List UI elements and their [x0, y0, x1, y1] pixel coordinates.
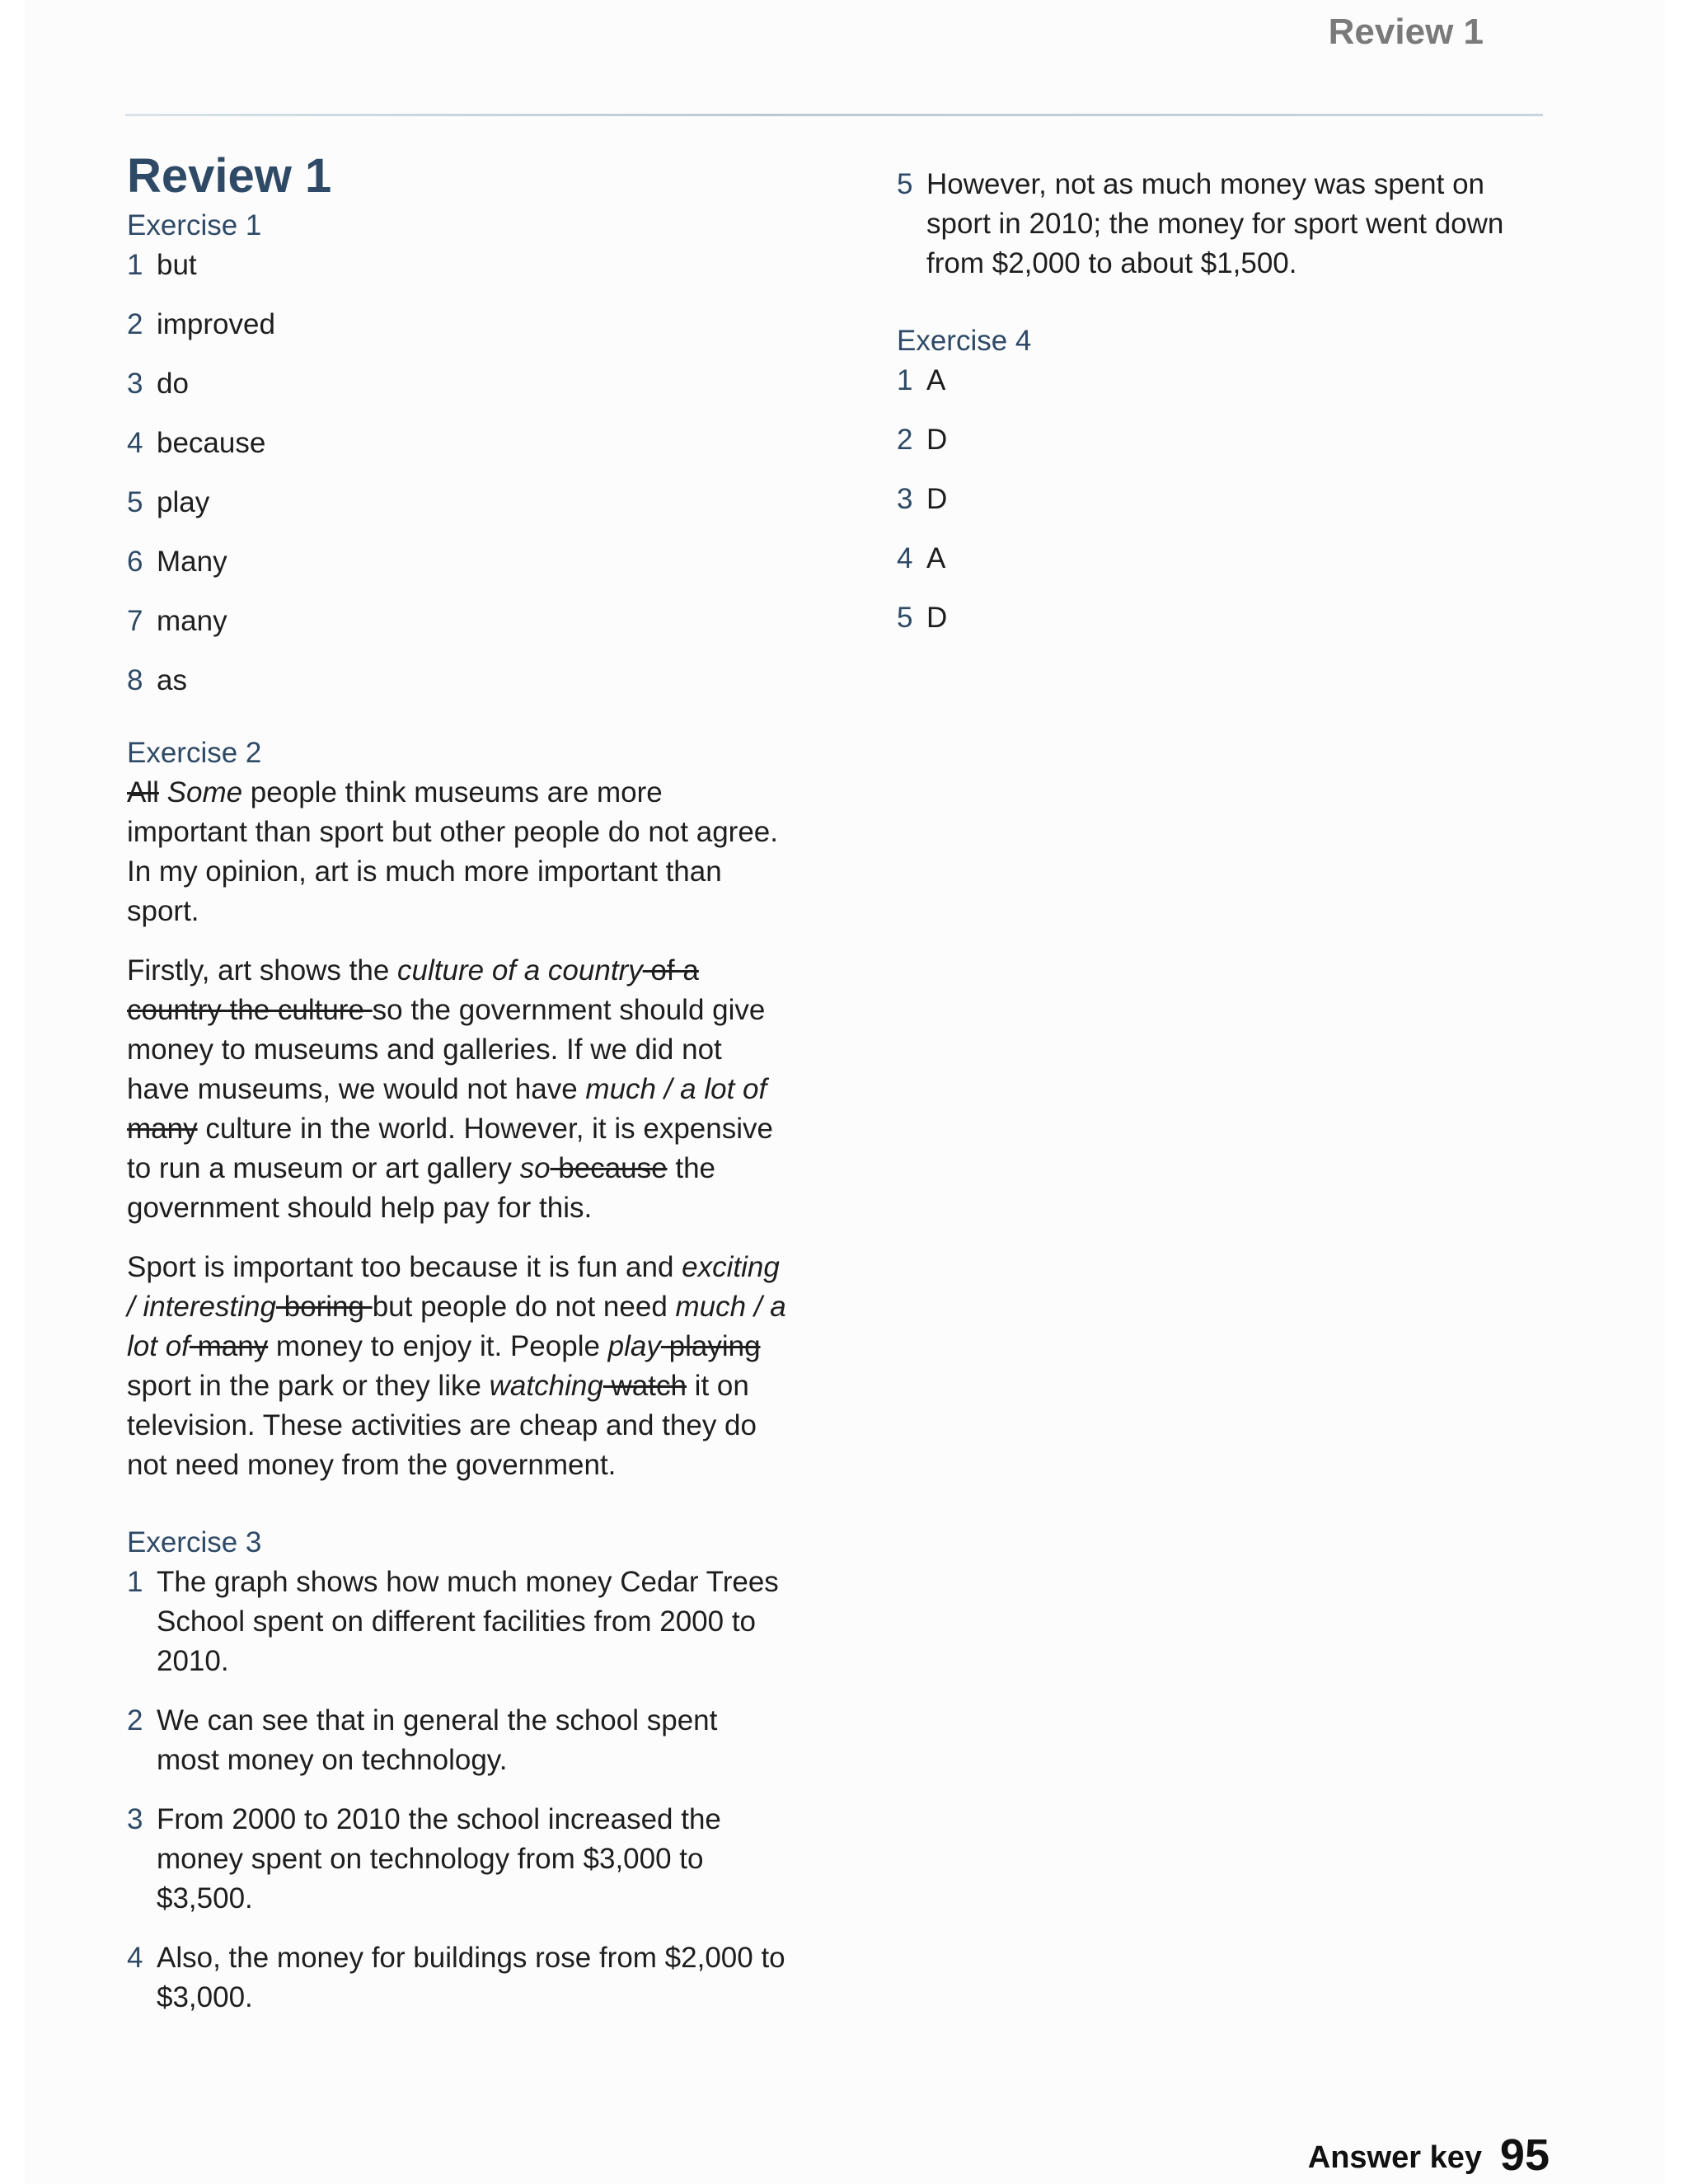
- item-answer: D: [926, 424, 948, 456]
- footer-section-label: Answer key: [1307, 2140, 1482, 2175]
- item-text: Also, the money for buildings rose from $2,000 to $3,000.: [157, 1942, 785, 2013]
- item-answer: D: [926, 602, 948, 634]
- struck-word: playing: [660, 1330, 761, 1362]
- item-text: From 2000 to 2010 the school increased the money spent on technology from $3,000 to $3,500.: [157, 1803, 721, 1915]
- item-number: 2: [897, 424, 913, 456]
- page-number: 95: [1499, 2130, 1550, 2180]
- header-rule: [125, 114, 1543, 116]
- struck-word: watch: [603, 1370, 687, 1402]
- right-column: [897, 165, 1556, 658]
- item-text: However, not as much money was spent on sport in 2010; the money for sport went down from $2,000 to about $1,500.: [926, 168, 1504, 279]
- paragraph-text: the government should help pay for this.: [127, 1152, 716, 1224]
- list-item: [127, 542, 786, 582]
- exercise-3: [127, 1523, 786, 2018]
- item-number: 5: [897, 602, 913, 634]
- item-answer: because: [157, 427, 266, 459]
- paragraph-text: Sport is important too because it is fun and: [127, 1251, 682, 1283]
- list-item: [897, 539, 1556, 579]
- paragraph-text: but people do not need: [372, 1291, 676, 1323]
- section-title: Review 1: [127, 149, 332, 203]
- exercise-1-heading: Exercise 1: [127, 209, 262, 241]
- item-number: 1: [897, 364, 913, 396]
- correction: watching: [489, 1370, 603, 1402]
- item-text: We can see that in general the school spent most money on technology.: [157, 1704, 718, 1776]
- running-head: Review 1: [1328, 12, 1484, 52]
- paragraph-text: Firstly, art shows the: [127, 954, 398, 987]
- item-answer: improved: [157, 308, 275, 340]
- list-item: [127, 1563, 786, 1681]
- item-number: 6: [127, 546, 143, 578]
- item-number: 2: [127, 308, 143, 340]
- correction: much / a lot of: [585, 1073, 767, 1105]
- correction: so: [519, 1152, 551, 1184]
- exercise-4: [897, 321, 1556, 638]
- item-answer: many: [157, 605, 227, 637]
- paragraph-2: [127, 951, 786, 1228]
- list-item: [127, 602, 786, 641]
- paragraph-3: [127, 1248, 786, 1485]
- item-number: 4: [897, 542, 913, 574]
- correction: play: [607, 1330, 661, 1362]
- item-answer: A: [926, 542, 946, 574]
- list-item: [127, 305, 786, 344]
- correction: Some: [166, 776, 243, 808]
- item-text: The graph shows how much money Cedar Trees School spent on different facilities from 2000 to 2010.: [157, 1566, 779, 1677]
- item-answer: as: [157, 664, 187, 696]
- list-item: [897, 361, 1556, 401]
- list-item: [897, 420, 1556, 460]
- item-number: 4: [127, 1942, 143, 1974]
- list-item: [127, 424, 786, 463]
- list-item: [127, 1800, 786, 1919]
- item-number: 5: [127, 486, 143, 518]
- exercise-3-heading: Exercise 3: [127, 1526, 262, 1558]
- list-item: [127, 246, 786, 285]
- item-number: 1: [127, 1566, 143, 1598]
- list-item: [127, 1701, 786, 1780]
- exercise-1-list: [127, 246, 786, 701]
- correction: exciting / interesting: [127, 1251, 780, 1323]
- item-answer: Many: [157, 546, 227, 578]
- paragraph-text: so the government should give money to museums and galleries. If we did not have museums, we would not have: [127, 994, 766, 1105]
- item-answer: but: [157, 249, 197, 281]
- item-answer: play: [157, 486, 210, 518]
- list-item: [897, 480, 1556, 519]
- item-answer: D: [926, 483, 948, 515]
- item-number: 3: [897, 483, 913, 515]
- item-number: 1: [127, 249, 143, 281]
- exercise-4-heading: Exercise 4: [897, 325, 1032, 357]
- paragraph-text: sport in the park or they like: [127, 1370, 490, 1402]
- paragraph-text: it on television. These activities are cheap and they do not need money from the government.: [127, 1370, 757, 1481]
- struck-word: boring: [275, 1291, 373, 1323]
- struck-word: many: [189, 1330, 269, 1362]
- paragraph-text: culture in the world. However, it is expensive to run a museum or art gallery: [127, 1113, 773, 1184]
- page: [25, 0, 1665, 2184]
- struck-word: All: [127, 776, 159, 808]
- paragraph-text: money to enjoy it. People: [268, 1330, 608, 1362]
- list-item: [127, 1938, 786, 2018]
- correction: much / a lot of: [127, 1291, 786, 1362]
- item-number: 3: [127, 1803, 143, 1835]
- paragraph-text: people think museums are more important than sport but other people do not agree. In my opinion, art is much more important than sport.: [127, 776, 778, 927]
- list-item: [127, 364, 786, 404]
- item-number: 2: [127, 1704, 143, 1736]
- exercise-4-list: [897, 361, 1556, 638]
- correction: culture of a country: [397, 954, 643, 987]
- struck-word: of a country the culture: [127, 954, 699, 1026]
- list-item: [127, 483, 786, 523]
- item-number: 5: [897, 168, 913, 200]
- item-answer: do: [157, 368, 189, 400]
- item-number: 3: [127, 368, 143, 400]
- item-number: 7: [127, 605, 143, 637]
- left-column: [127, 147, 786, 2037]
- list-item: [127, 661, 786, 701]
- item-answer: A: [926, 364, 946, 396]
- list-item: [897, 598, 1556, 638]
- exercise-2-heading: Exercise 2: [127, 737, 262, 769]
- paragraph-1: [127, 773, 786, 931]
- struck-word: because: [550, 1152, 668, 1184]
- item-number: 8: [127, 664, 143, 696]
- exercise-2: [127, 733, 786, 1485]
- exercise-1: [127, 206, 786, 701]
- list-item: [897, 165, 1556, 284]
- item-number: 4: [127, 427, 143, 459]
- struck-word: many: [127, 1113, 198, 1145]
